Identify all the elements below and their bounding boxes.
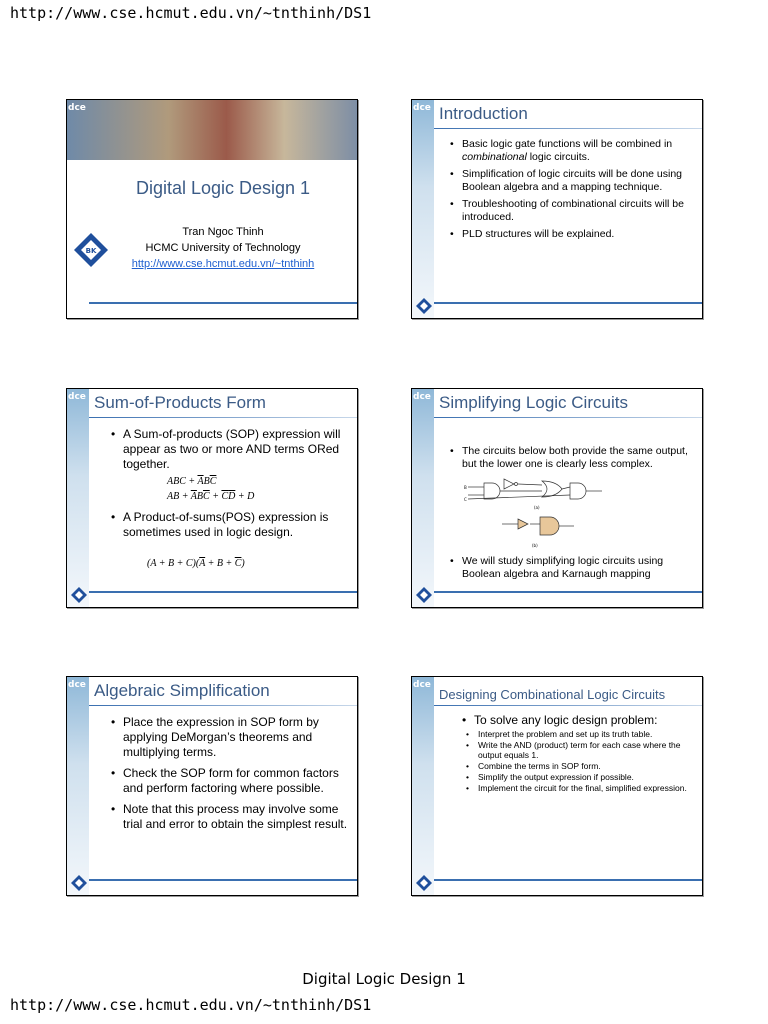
- slide-bottom-line: [89, 302, 357, 304]
- slide-sidebar: [412, 677, 434, 895]
- dce-logo: dce: [413, 680, 431, 690]
- slide-banner-photo: [67, 100, 357, 160]
- svg-text:B: B: [464, 485, 467, 490]
- bullet-item: • Check the SOP form for common factors and perform factoring where possible.: [123, 766, 351, 796]
- author-name: Tran Ngoc Thinh: [182, 226, 264, 238]
- slide-algebraic-simplification: [66, 676, 358, 896]
- corner-emblem-icon: [416, 298, 432, 314]
- slide-title-text: Designing Combinational Logic Circuits: [439, 687, 666, 702]
- university-name: HCMC University of Technology: [145, 242, 301, 254]
- slide-sidebar: [412, 389, 434, 607]
- svg-text:C: C: [464, 497, 467, 502]
- bullet-item: • The circuits below both provide the same output, but the lower one is clearly less complex.: [462, 445, 696, 471]
- slide-bottom-line: [434, 302, 702, 304]
- page-footer-title: Digital Logic Design 1: [302, 970, 466, 988]
- slide-sidebar: [67, 677, 89, 895]
- title-underline: [89, 705, 357, 706]
- step-item: • Implement the circuit for the final, simplified expression.: [478, 783, 696, 793]
- bullet-item: • Note that this process may involve some trial and error to obtain the simplest result.: [123, 802, 351, 832]
- bullet-item: • Troubleshooting of combinational circuits will be introduced.: [462, 198, 696, 224]
- logic-circuit-diagram: [462, 475, 662, 555]
- bullet-item: • Simplification of logic circuits will be done using Boolean algebra and a mapping technique.: [462, 168, 696, 194]
- corner-emblem-icon: [416, 875, 432, 891]
- slide-sidebar: [67, 389, 89, 607]
- slide-bottom-line: [89, 879, 357, 881]
- bullet-item: • PLD structures will be explained.: [462, 228, 696, 241]
- corner-emblem-icon: [71, 587, 87, 603]
- step-item: • Simplify the output expression if possible.: [478, 772, 696, 782]
- page-url-bottom[interactable]: http://www.cse.hcmut.edu.vn/~tnthinh/DS1: [10, 996, 372, 1014]
- slide-content: [446, 138, 696, 245]
- slide-bottom-line: [434, 591, 702, 593]
- author-link[interactable]: http://www.cse.hcmut.edu.vn/~tnthinh: [131, 258, 315, 270]
- step-item: • Write the AND (product) term for each case where the output equals 1.: [478, 740, 696, 760]
- slide-sidebar: [412, 100, 434, 318]
- slide-sum-of-products: [66, 388, 358, 608]
- dce-logo: dce: [68, 103, 86, 113]
- slide-title-text: Introduction: [439, 104, 528, 123]
- slide-bottom-line: [434, 879, 702, 881]
- title-underline: [434, 705, 702, 706]
- slide-title: [66, 99, 358, 319]
- corner-emblem-icon: [416, 587, 432, 603]
- bullet-item: • To solve any logic design problem:: [474, 713, 696, 728]
- slide-simplifying-circuits: [411, 388, 703, 608]
- slide-title-text: Simplifying Logic Circuits: [439, 393, 628, 412]
- slide-title-text: Sum-of-Products Form: [94, 393, 266, 412]
- step-item: • Interpret the problem and set up its truth table.: [478, 729, 696, 739]
- dce-logo: dce: [68, 680, 86, 690]
- bullet-item: • Basic logic gate functions will be combined in combinational logic circuits.: [462, 138, 696, 164]
- title-underline: [434, 417, 702, 418]
- dce-logo: dce: [413, 103, 431, 113]
- corner-emblem-icon: [71, 875, 87, 891]
- slide-content: [107, 715, 351, 838]
- slide-content-2: [446, 555, 696, 585]
- title-underline: [89, 417, 357, 418]
- bullet-item: • A Sum-of-products (SOP) expression will appear as two or more AND terms ORed together.: [123, 427, 351, 472]
- slide-main-title: Digital Logic Design 1: [135, 178, 311, 198]
- pos-formula: $(A + B + C)(\overline{A} + B + \overline{C})$: [147, 558, 245, 569]
- slide-title-text: Algebraic Simplification: [94, 681, 270, 700]
- step-item: • Combine the terms in SOP form.: [478, 761, 696, 771]
- slide-author-block: [89, 224, 357, 272]
- slide-content: [107, 427, 351, 569]
- slide-designing-circuits: [411, 676, 703, 896]
- diagram-label-b: (b): [532, 543, 538, 548]
- sop-formula-1: ABC + $\overline{A}B\overline{C}$: [167, 476, 217, 487]
- slide-content: [458, 713, 696, 794]
- dce-logo: dce: [413, 392, 431, 402]
- slide-introduction: [411, 99, 703, 319]
- sop-formula-2: AB + $\overline{A}B\overline{C} + \overline{C}\overline{D} + D$: [167, 491, 255, 502]
- bullet-item: • We will study simplifying logic circuits using Boolean algebra and Karnaugh mapping: [462, 555, 696, 581]
- diagram-label-a: (a): [534, 505, 540, 510]
- slide-content: [446, 445, 696, 475]
- title-underline: [434, 128, 702, 129]
- slide-bottom-line: [89, 591, 357, 593]
- bullet-item: • Place the expression in SOP form by applying DeMorgan’s theorems and multiplying terms.: [123, 715, 351, 760]
- dce-logo: dce: [68, 392, 86, 402]
- page-url-top[interactable]: http://www.cse.hcmut.edu.vn/~tnthinh/DS1: [10, 4, 372, 22]
- bullet-item: • A Product-of-sums(POS) expression is sometimes used in logic design.: [123, 510, 351, 540]
- emblem-text: BK: [85, 247, 97, 255]
